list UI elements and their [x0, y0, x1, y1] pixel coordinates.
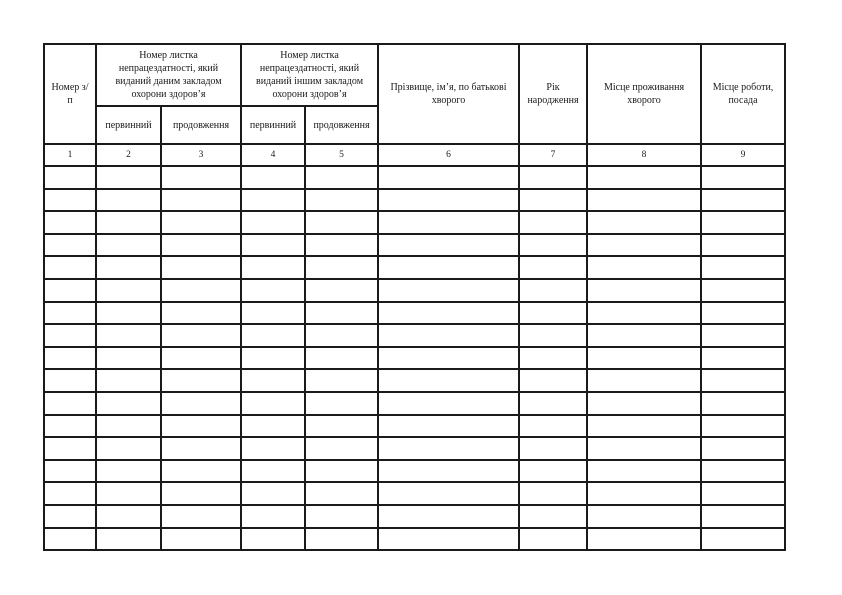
table-cell[interactable]: [241, 279, 305, 302]
header-sheet-other-facility: [241, 44, 378, 106]
table-cell[interactable]: [701, 392, 785, 415]
table-cell[interactable]: [378, 528, 519, 551]
table-cell[interactable]: [96, 256, 161, 279]
table-cell[interactable]: [587, 415, 701, 438]
table-cell[interactable]: [241, 302, 305, 325]
table-cell[interactable]: [161, 324, 241, 347]
header-label: Рік народження: [527, 82, 579, 106]
table-cell[interactable]: [305, 347, 378, 370]
table-cell[interactable]: [44, 437, 96, 460]
table-cell[interactable]: [241, 234, 305, 257]
table-cell[interactable]: [161, 369, 241, 392]
header-label: Місце роботи, посада: [712, 82, 774, 106]
table-cell[interactable]: [378, 392, 519, 415]
table-cell[interactable]: [305, 211, 378, 234]
table-cell[interactable]: [519, 189, 587, 212]
table-cell[interactable]: [519, 437, 587, 460]
table-cell[interactable]: [378, 279, 519, 302]
table-cell[interactable]: [587, 302, 701, 325]
table-row: [44, 189, 785, 212]
subheader-g2-primary: первинний: [241, 106, 305, 144]
table-cell[interactable]: [378, 234, 519, 257]
table-cell[interactable]: [305, 279, 378, 302]
table-cell[interactable]: [305, 528, 378, 551]
table-cell[interactable]: [587, 234, 701, 257]
table-cell[interactable]: [701, 415, 785, 438]
subheader-g1-continuation: продовження: [161, 106, 241, 144]
table-cell[interactable]: [305, 189, 378, 212]
table-cell[interactable]: [378, 211, 519, 234]
column-number: 3: [161, 144, 241, 166]
table-cell[interactable]: [701, 482, 785, 505]
table-cell[interactable]: [96, 211, 161, 234]
table-cell[interactable]: [44, 482, 96, 505]
table-cell[interactable]: [587, 211, 701, 234]
table-cell[interactable]: [161, 279, 241, 302]
table-cell[interactable]: [519, 528, 587, 551]
table-cell[interactable]: [519, 415, 587, 438]
table-cell[interactable]: [587, 460, 701, 483]
table-cell[interactable]: [241, 505, 305, 528]
table-cell[interactable]: [44, 256, 96, 279]
table-cell[interactable]: [701, 347, 785, 370]
table-cell[interactable]: [161, 256, 241, 279]
table-cell[interactable]: [241, 482, 305, 505]
table-cell[interactable]: [161, 460, 241, 483]
table-row: [44, 437, 785, 460]
table-cell[interactable]: [44, 528, 96, 551]
table-cell[interactable]: [701, 302, 785, 325]
table-cell[interactable]: [305, 392, 378, 415]
table-cell[interactable]: [378, 369, 519, 392]
table-cell[interactable]: [378, 166, 519, 189]
table-cell[interactable]: [241, 415, 305, 438]
table-cell[interactable]: [587, 437, 701, 460]
table-cell[interactable]: [519, 256, 587, 279]
header-label: Прізвище, ім’я, по батькові хворого: [390, 82, 507, 106]
table-cell[interactable]: [587, 324, 701, 347]
table-cell[interactable]: [519, 234, 587, 257]
table-cell[interactable]: [701, 189, 785, 212]
column-number: 7: [519, 144, 587, 166]
table-cell[interactable]: [305, 302, 378, 325]
table-row: [44, 392, 785, 415]
table-row: [44, 347, 785, 370]
column-number: 4: [241, 144, 305, 166]
table-cell[interactable]: [161, 234, 241, 257]
table-cell[interactable]: [241, 460, 305, 483]
table-cell[interactable]: [96, 347, 161, 370]
table-cell[interactable]: [305, 415, 378, 438]
header-label: Місце проживання хворого: [603, 82, 685, 106]
column-number: 1: [44, 144, 96, 166]
header-label: Номер з/п: [51, 82, 89, 106]
table-cell[interactable]: [96, 392, 161, 415]
table-cell[interactable]: [44, 505, 96, 528]
table-cell[interactable]: [305, 256, 378, 279]
table-cell[interactable]: [701, 528, 785, 551]
table-row: [44, 505, 785, 528]
table-cell[interactable]: [587, 505, 701, 528]
table-cell[interactable]: [519, 392, 587, 415]
table-cell[interactable]: [305, 324, 378, 347]
table-cell[interactable]: [701, 437, 785, 460]
table-cell[interactable]: [96, 528, 161, 551]
table-cell[interactable]: [587, 482, 701, 505]
header-birth-year: [519, 44, 587, 144]
empty-rows: [44, 166, 785, 550]
table-cell[interactable]: [378, 415, 519, 438]
table-cell[interactable]: [161, 211, 241, 234]
table-cell[interactable]: [519, 211, 587, 234]
header-row: [44, 44, 785, 106]
table-cell[interactable]: [587, 166, 701, 189]
table-cell[interactable]: [378, 324, 519, 347]
table-row: [44, 279, 785, 302]
table-cell[interactable]: [305, 460, 378, 483]
table-cell[interactable]: [44, 189, 96, 212]
table-cell[interactable]: [587, 347, 701, 370]
table-row: [44, 256, 785, 279]
table-cell[interactable]: [305, 234, 378, 257]
table-cell[interactable]: [587, 279, 701, 302]
table-cell[interactable]: [378, 256, 519, 279]
header-serial-number: [44, 44, 96, 144]
table-row: [44, 482, 785, 505]
table-cell[interactable]: [701, 166, 785, 189]
table-cell[interactable]: [44, 166, 96, 189]
table-row: [44, 528, 785, 551]
column-number: 2: [96, 144, 161, 166]
table-cell[interactable]: [378, 482, 519, 505]
table-cell[interactable]: [587, 256, 701, 279]
table-cell[interactable]: [701, 256, 785, 279]
table-cell[interactable]: [587, 528, 701, 551]
table-cell[interactable]: [519, 324, 587, 347]
table-cell[interactable]: [587, 189, 701, 212]
table-cell[interactable]: [161, 528, 241, 551]
table-cell[interactable]: [519, 279, 587, 302]
table-cell[interactable]: [161, 166, 241, 189]
table-cell[interactable]: [161, 302, 241, 325]
table-cell[interactable]: [44, 279, 96, 302]
table-cell[interactable]: [519, 166, 587, 189]
table-cell[interactable]: [305, 437, 378, 460]
table-cell[interactable]: [96, 369, 161, 392]
header-label: Номер листка непрацездатності, який виданий іншим закладом охорони здоров’я: [255, 50, 364, 100]
table-cell[interactable]: [519, 460, 587, 483]
table-cell[interactable]: [701, 324, 785, 347]
table-cell[interactable]: [305, 482, 378, 505]
subheader-g2-continuation: продовження: [305, 106, 378, 144]
column-number: 6: [378, 144, 519, 166]
table-cell[interactable]: [378, 437, 519, 460]
table-cell[interactable]: [241, 189, 305, 212]
table-cell[interactable]: [378, 460, 519, 483]
table-cell[interactable]: [44, 324, 96, 347]
table-cell[interactable]: [96, 166, 161, 189]
table-cell[interactable]: [44, 392, 96, 415]
table-cell[interactable]: [378, 189, 519, 212]
table-cell[interactable]: [241, 347, 305, 370]
column-number: 5: [305, 144, 378, 166]
table-row: [44, 415, 785, 438]
table-cell[interactable]: [96, 482, 161, 505]
table-cell[interactable]: [241, 166, 305, 189]
table-cell[interactable]: [701, 460, 785, 483]
table-cell[interactable]: [701, 279, 785, 302]
table-cell[interactable]: [241, 392, 305, 415]
table-cell[interactable]: [241, 324, 305, 347]
table-cell[interactable]: [161, 415, 241, 438]
table-row: [44, 211, 785, 234]
table-cell[interactable]: [519, 482, 587, 505]
header-workplace: [701, 44, 785, 144]
table-cell[interactable]: [701, 505, 785, 528]
table-cell[interactable]: [519, 369, 587, 392]
table-cell[interactable]: [378, 302, 519, 325]
header-residence: [587, 44, 701, 144]
header-label: Номер листка непрацездатності, який виданий даним закладом охорони здоров’я: [115, 50, 222, 100]
table-cell[interactable]: [701, 234, 785, 257]
table-cell[interactable]: [96, 324, 161, 347]
table-cell[interactable]: [96, 234, 161, 257]
table-cell[interactable]: [305, 505, 378, 528]
table-cell[interactable]: [161, 505, 241, 528]
table-cell[interactable]: [519, 347, 587, 370]
table-cell[interactable]: [305, 166, 378, 189]
table-cell[interactable]: [96, 189, 161, 212]
table-cell[interactable]: [96, 279, 161, 302]
table-cell[interactable]: [161, 347, 241, 370]
register-table: [43, 43, 786, 551]
table-cell[interactable]: [519, 505, 587, 528]
table-cell[interactable]: [96, 302, 161, 325]
table-row: [44, 234, 785, 257]
table-cell[interactable]: [96, 505, 161, 528]
table-cell[interactable]: [44, 211, 96, 234]
table-cell[interactable]: [701, 211, 785, 234]
header-sheet-this-facility: [96, 44, 241, 106]
table-cell[interactable]: [305, 369, 378, 392]
table-cell[interactable]: [44, 234, 96, 257]
table-row: [44, 166, 785, 189]
table-cell[interactable]: [44, 347, 96, 370]
table-cell[interactable]: [44, 415, 96, 438]
table-row: [44, 460, 785, 483]
column-number-row: [44, 144, 785, 166]
table-cell[interactable]: [44, 369, 96, 392]
table-cell[interactable]: [519, 302, 587, 325]
table-row: [44, 369, 785, 392]
table-cell[interactable]: [96, 437, 161, 460]
table-cell[interactable]: [241, 369, 305, 392]
table-cell[interactable]: [161, 189, 241, 212]
table-cell[interactable]: [378, 347, 519, 370]
table-cell[interactable]: [587, 392, 701, 415]
table-cell[interactable]: [161, 437, 241, 460]
table-cell[interactable]: [378, 505, 519, 528]
table-cell[interactable]: [44, 302, 96, 325]
table-cell[interactable]: [241, 528, 305, 551]
table-cell[interactable]: [96, 415, 161, 438]
table-cell[interactable]: [44, 460, 96, 483]
subheader-g1-primary: первинний: [96, 106, 161, 144]
column-number: 9: [701, 144, 785, 166]
table-cell[interactable]: [701, 369, 785, 392]
table-cell[interactable]: [241, 437, 305, 460]
table-row: [44, 302, 785, 325]
column-number: 8: [587, 144, 701, 166]
table-cell[interactable]: [96, 460, 161, 483]
table-cell[interactable]: [161, 482, 241, 505]
table-cell[interactable]: [241, 211, 305, 234]
table-row: [44, 324, 785, 347]
table-cell[interactable]: [587, 369, 701, 392]
table-cell[interactable]: [161, 392, 241, 415]
table-cell[interactable]: [241, 256, 305, 279]
header-patient-name: [378, 44, 519, 144]
